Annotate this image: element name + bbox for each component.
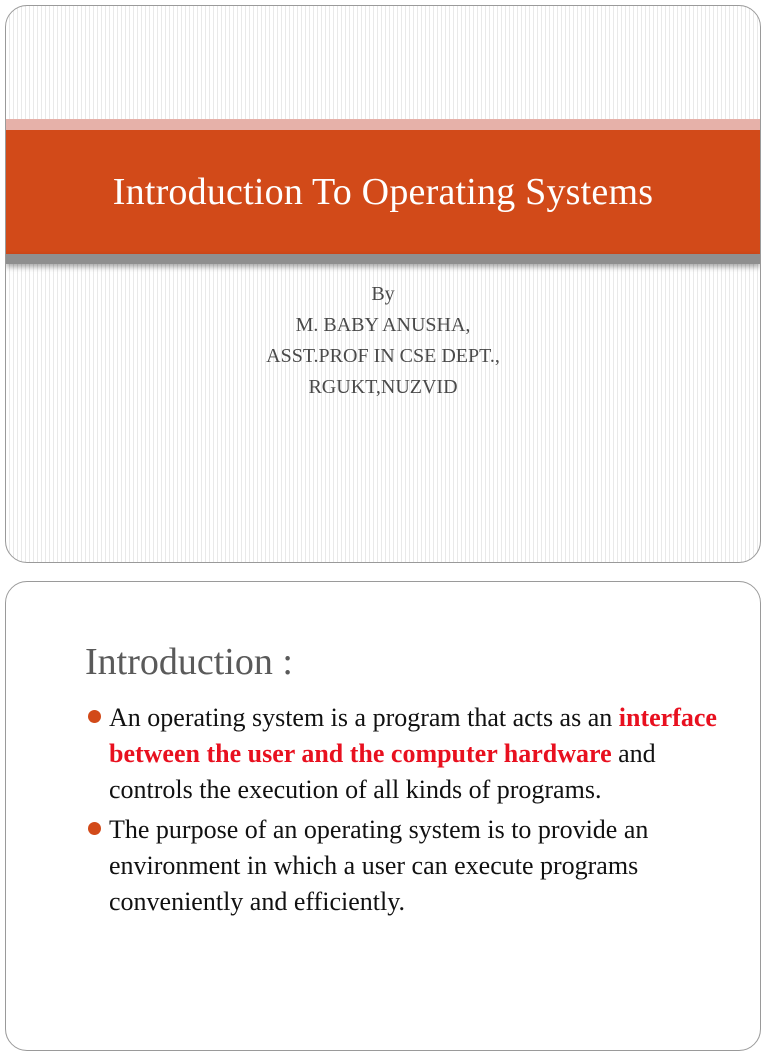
title-bar	[6, 130, 760, 254]
author-position: ASST.PROF IN CSE DEPT.,	[266, 345, 500, 367]
bullet-list	[85, 700, 725, 924]
bullet-item	[85, 812, 725, 920]
slide-title: Introduction To Operating Systems	[112, 171, 654, 213]
author-institution: RGUKT,NUZVID	[308, 376, 458, 398]
author-name: M. BABY ANUSHA,	[295, 314, 471, 336]
title-slide	[5, 5, 761, 563]
bullet-text-after: and controls the execution of all kinds of programs.	[109, 739, 656, 804]
bullet-text-before: An operating system is a program that acts as an	[109, 703, 619, 732]
bullet-text: The purpose of an operating system is to provide an environment in which a user can execute programs conveniently and efficiently.	[109, 815, 649, 916]
title-bar-shadow	[6, 254, 760, 264]
bullet-dot-icon	[88, 710, 101, 723]
bullet-highlight: interface between the user and the computer hardware	[109, 703, 717, 768]
bullet-item	[85, 700, 725, 808]
section-heading: Introduction :	[85, 641, 293, 683]
content-slide	[5, 581, 761, 1051]
bullet-dot-icon	[88, 822, 101, 835]
title-bar-accent	[6, 119, 760, 130]
subtitle-line: By	[371, 283, 395, 305]
author-block	[6, 279, 760, 403]
